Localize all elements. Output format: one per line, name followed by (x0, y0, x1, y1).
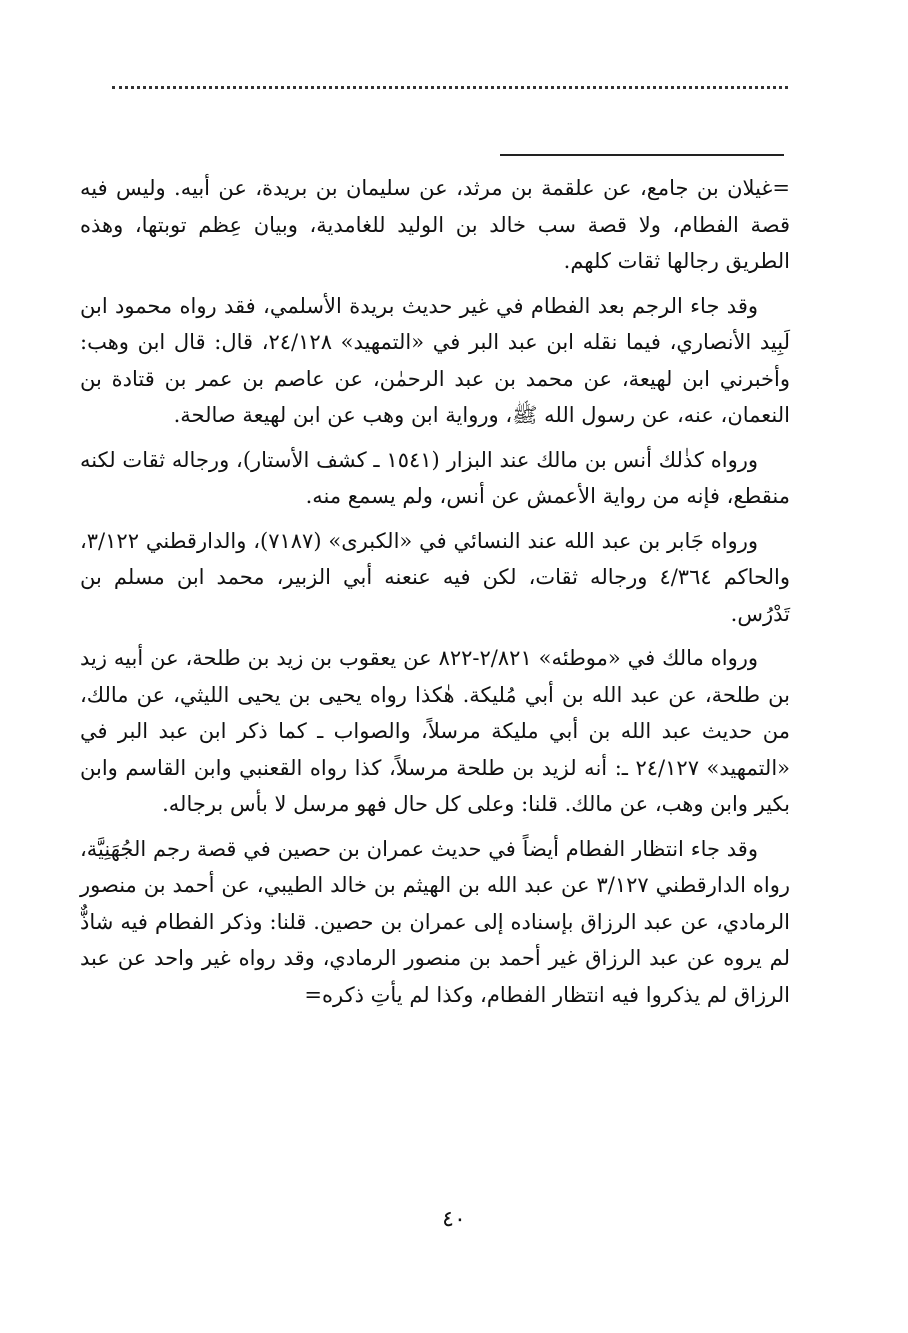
paragraph-jabir-ibn-abdullah: ورواه جَابر بن عبد الله عند النسائي في «الكبرى» (٧١٨٧)، والدارقطني ٣/١٢٢، والحاكم ٤/٣٦٤ ورجاله ثقات، لكن فيه عنعنه أبي الزبير، محمد ابن مسلم بن تَدْرُس. (80, 528, 790, 626)
paragraph-imran-ibn-husain: وقد جاء انتظار الفطام أيضاً في حديث عمران بن حصين في قصة رجم الجُهَنِيَّة، رواه الدارقطني ٣/١٢٧ عن عبد الله بن الهيثم بن خالد الطيبي، عن أحمد بن منصور الرمادي، عن عبد الرزاق بإسناده إلى عمران بن حصين. قلنا: وذكر الفطام فيه شاذٌّ لم يروه عن عبد الرزاق غير أحمد بن منصور الرمادي، وقد رواه غير واحد عن عبد الرزاق لم يذكروا فيه انتظار الفطام، وكذا لم يأتِ ذكره= (80, 836, 790, 1007)
footnote-text-block (80, 170, 790, 1021)
header-dotted-rule (112, 86, 788, 89)
paragraph-anas-ibn-malik: ورواه كذٰلك أنس بن مالك عند البزار (١٥٤١ ـ كشف الأستار)، ورجاله ثقات لكنه منقطع، فإنه من رواية الأعمش عن أنس، ولم يسمع منه. (80, 447, 790, 508)
paragraph-malik-muwatta: ورواه مالك في «موطئه» ٢/٨٢١-٨٢٢ عن يعقوب بن زيد بن طلحة، عن أبيه زيد بن طلحة، عن عبد الله بن أبي مُليكة. هٰكذا رواه يحيى بن يحيى الليثي، عن مالك، من حديث عبد الله بن أبي مليكة مرسلاً، والصواب ـ كما ذكر ابن عبد البر في «التمهيد» ٢٤/١٢٧ ـ: أنه لزيد بن طلحة مرسلاً، كذا رواه القعنبي وابن القاسم وابن بكير وابن وهب، عن مالك. قلنا: وعلى كل حال فهو مرسل لا بأس برجاله. (80, 646, 791, 816)
footnote-separator-rule (500, 154, 784, 156)
continuation-paragraph: =غيلان بن جامع، عن علقمة بن مرثد، عن سليمان بن بريدة، عن أبيه. وليس فيه قصة الفطام، ولا قصة سب خالد بن الوليد للغامدية، وبيان عِظم توبتها، وهذه الطريق رجالها ثقات كلهم. (80, 176, 790, 273)
page-number: ٤٠ (442, 1207, 466, 1232)
paragraph-mahmoud-ibn-labid: وقد جاء الرجم بعد الفطام في غير حديث بريدة الأسلمي، فقد رواه محمود ابن لَبِيد الأنصاري، فيما نقله ابن عبد البر في «التمهيد» ٢٤/١٢٨، قال: قال ابن وهب: وأخبرني ابن لهيعة، عن محمد بن عبد الرحمٰن، عن عاصم بن عمر بن قتادة بن النعمان، عنه، عن رسول الله ﷺ، ورواية ابن وهب عن ابن لهيعة صالحة. (80, 293, 790, 427)
